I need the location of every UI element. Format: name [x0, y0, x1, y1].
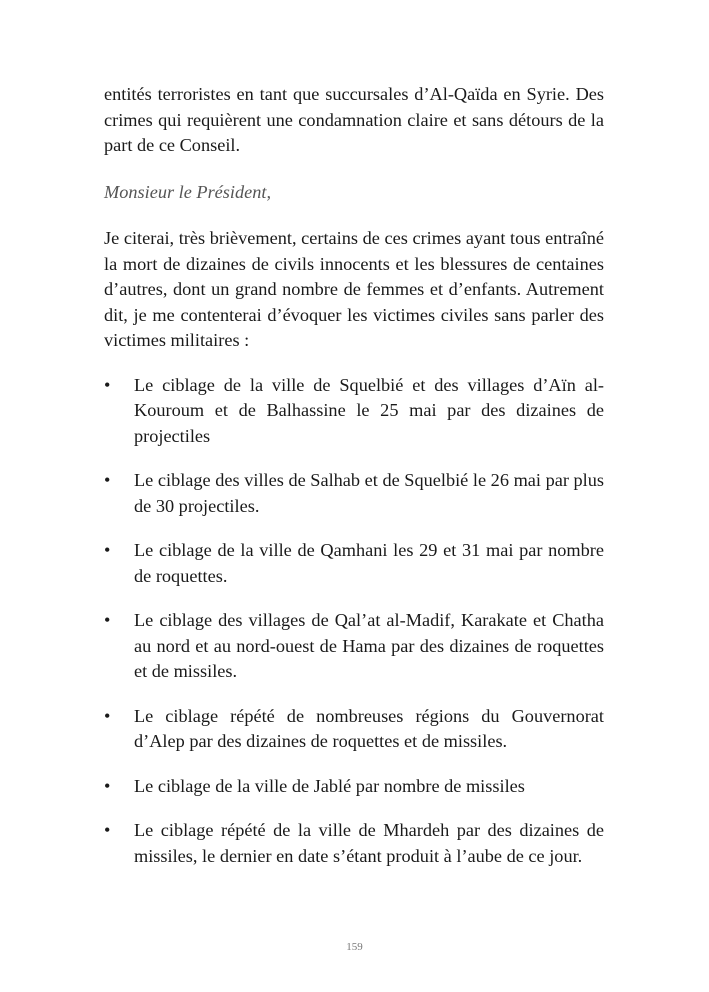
bullet-icon: • — [104, 820, 111, 840]
list-item — [104, 608, 604, 685]
list-item-text: Le ciblage de la ville de Squelbié et des villages d’Aïn al-Kouroum et de Balhassine le 25 mai par des dizaines de projectiles — [134, 374, 604, 446]
paragraph-conclusion: entités terroristes en tant que succursales d’Al-Qaïda en Syrie. Des crimes qui requièrent une condamnation claire et sans détours de la part de ce Conseil. — [104, 84, 604, 155]
salutation: Monsieur le Président, — [104, 181, 272, 202]
bullet-icon: • — [104, 540, 111, 560]
bullet-icon: • — [104, 470, 111, 490]
bullet-icon: • — [104, 705, 111, 726]
crime-list — [104, 373, 604, 870]
list-item — [104, 468, 604, 519]
list-item — [104, 373, 604, 450]
bullet-icon: • — [104, 374, 111, 395]
list-item-text: Le ciblage répété de nombreuses régions du Gouvernorat d’Alep par des dizaines de roquettes et de missiles. — [134, 705, 604, 751]
bullet-icon: • — [104, 775, 111, 796]
list-item — [104, 704, 604, 755]
bullet-icon: • — [104, 610, 111, 630]
list-item — [104, 818, 604, 869]
paragraph-introduction: Je citerai, très brièvement, certains de ces crimes ayant tous entraîné la mort de dizaines de civils innocents et les blessures de centaines d’autres, dont un grand nombre de femmes et d’enfants. Autrement dit, je me contenterai d’évoquer les victimes civiles sans parler des victimes militaires : — [104, 228, 604, 350]
list-item — [104, 538, 604, 589]
list-item — [104, 774, 604, 800]
list-item-text: Le ciblage de la ville de Qamhani les 29 et 31 mai par nombre de roquettes. — [134, 540, 604, 586]
page-number: 159 — [346, 941, 363, 953]
list-item-text: Le ciblage des villes de Salhab et de Squelbié le 26 mai par plus de 30 projectiles. — [134, 470, 604, 516]
list-item-text: Le ciblage répété de la ville de Mhardeh par des dizaines de missiles, le dernier en date s’étant produit à l’aube de ce jour. — [134, 820, 604, 866]
document-body — [104, 82, 604, 888]
list-item-text: Le ciblage des villages de Qal’at al-Madif, Karakate et Chatha au nord et au nord-ouest de Hama par des dizaines de roquettes et de missiles. — [134, 610, 604, 681]
list-item-text: Le ciblage de la ville de Jablé par nombre de missiles — [134, 775, 525, 796]
